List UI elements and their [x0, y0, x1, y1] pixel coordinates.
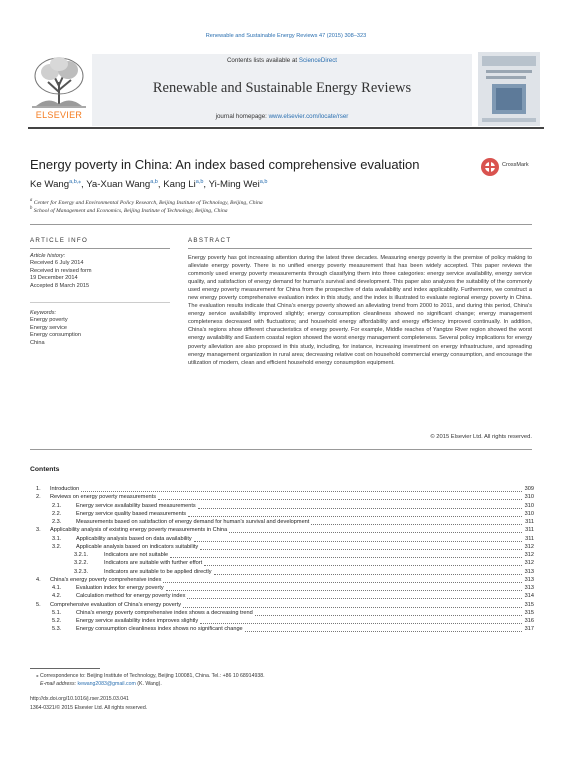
article-title: Energy poverty in China: An index based comprehensive evaluation	[30, 157, 420, 172]
crossmark-label[interactable]: CrossMark	[502, 162, 529, 168]
journal-homepage-line	[92, 113, 472, 120]
contents-available-prefix: Contents lists available at	[226, 57, 299, 64]
keyword: Energy service	[30, 324, 67, 331]
email-suffix: (K. Wang).	[135, 681, 162, 687]
author-affiliation-marker[interactable]: a,b	[259, 179, 268, 185]
author-affiliation-marker[interactable]: a,b,⁎	[69, 179, 82, 185]
abstract-heading: ABSTRACT	[188, 237, 232, 244]
toc-entry-label[interactable]: Energy service quality based measurements	[76, 510, 187, 517]
email-link[interactable]: kewang2083@gmail.com	[77, 681, 136, 687]
toc-leader-dots	[245, 631, 522, 632]
sciencedirect-link[interactable]: ScienceDirect	[298, 57, 338, 64]
toc-entry[interactable]	[30, 536, 534, 544]
footnote-divider	[30, 668, 100, 669]
toc-entry-page[interactable]: 317	[524, 626, 534, 633]
doi-link[interactable]: http://dx.doi.org/10.1016/j.rser.2015.03.041	[30, 696, 129, 702]
toc-entry-page[interactable]: 311	[525, 535, 534, 542]
toc-entry-label[interactable]: Energy service availability index improves slightly	[76, 618, 199, 624]
history-line: Accepted 8 March 2015	[30, 282, 90, 289]
affiliation-text: School of Management and Economics, Beijing Institute of Technology, Beijing, China	[33, 207, 228, 214]
author-list: Ke Wang$^{a,b,⁎}$, Ya-Xuan Wang$^{a,b}$, Kang Li$^{a,b}$, Yi-Ming Wei$^{a,b}$	[30, 179, 268, 191]
toc-entry-number: 3.2.	[52, 543, 62, 550]
toc-entry-label[interactable]: Applicability analysis based on data availability	[76, 535, 192, 542]
toc-entry[interactable]	[30, 577, 534, 585]
toc-entry-number: 5.3.	[52, 626, 62, 633]
toc-entry-label[interactable]: Reviews on energy poverty measurements	[50, 494, 157, 501]
toc-entry-number: 4.2.	[52, 593, 62, 600]
toc-leader-dots	[188, 516, 522, 517]
toc-entry-number: 1.	[36, 486, 41, 492]
toc-leader-dots	[183, 607, 522, 608]
title-divider	[30, 224, 532, 225]
journal-cover-thumbnail[interactable]	[478, 52, 540, 126]
toc-entry-number: 2.1.	[52, 502, 62, 509]
toc-entry-label[interactable]: Measurements based on satisfaction of energy demand for human's survival and development	[76, 519, 310, 525]
toc-entry-number: 5.1.	[52, 609, 62, 616]
toc-entry-page[interactable]: 311	[525, 519, 534, 525]
toc-entry[interactable]	[30, 569, 534, 577]
toc-entry-number: 4.1.	[52, 585, 62, 591]
toc-entry-number: 3.2.1.	[74, 552, 88, 558]
crossmark-icon[interactable]	[480, 157, 500, 177]
abstract-text: Energy poverty has got increasing attention during the latest three decades. Measuring energy poverty is the premise of policy making to alleviate energy poverty. There is no unified energy poverty measurement that has been widely accepted. This paper reviews the commonly used energy poverty measurements through classifying them into three categories: energy service availability, energy service quality, and satisfaction of energy demand for human's survival and development. This paper also analyzes the suitability of the commonly used energy poverty measurement for China from the prospective of data availability and index applicability. Furthermore, we construct a new energy poverty comprehensive evaluation index in this study, and the index is illustrated to evaluate regional energy poverty in China. The evaluation results indicate that China's energy poverty showed an alleviating trend from 2000 to 2011, and during this period, China's energy service availability improved slightly; energy consumption cleanliness showed no significant change; energy management completeness decreased with fluctuations; and household energy affordability and energy efficiency improved continually. In addition, China's regions show different characteristics of energy poverty. For example, Middle reaches of Yangtze River region showed the worst energy availability and Eastern coastal region showed the worst energy management completeness. Several policy implications for energy poverty alleviation are also proposed in this study, including, for instance, increasing investment on energy infrastructure, and spreading energy management organization in rural area; decreasing relative cost on household commercial energy consumption, and encourage the utilization of modern, clean and efficient household energy consumption equipment.	[188, 255, 532, 366]
keyword: China	[30, 339, 45, 346]
toc-leader-dots	[194, 541, 522, 542]
toc-entry-label[interactable]: Indicators are not suitable	[104, 552, 169, 558]
abstract-bottom-divider	[30, 449, 532, 450]
abstract-divider	[188, 248, 532, 249]
toc-entry[interactable]	[30, 527, 534, 535]
toc-entry[interactable]	[30, 626, 534, 634]
issn-line: 1364-0321/© 2015 Elsevier Ltd. All rights reserved.	[30, 705, 148, 711]
author-affiliation-marker[interactable]: a,b	[195, 179, 204, 185]
table-of-contents	[30, 486, 534, 635]
history-line: Received 6 July 2014	[30, 260, 84, 267]
toc-entry-number: 3.2.3.	[74, 568, 88, 575]
toc-entry-label[interactable]: Applicable analysis based on indicators suitability	[76, 543, 199, 550]
toc-entry-number: 3.1.	[52, 535, 62, 542]
article-info-heading: ARTICLE INFO	[30, 237, 89, 244]
toc-entry-number: 3.2.2.	[74, 560, 88, 567]
correspondence-footnote: ⁎ Correspondence to: Beijing Institute of Technology, Beijing 100081, China. Tel.: +86 10 68914938.	[36, 673, 265, 679]
toc-entry-number: 5.2.	[52, 618, 62, 624]
toc-entry-number: 2.2.	[52, 510, 62, 517]
author-affiliation-marker[interactable]: a,b	[150, 179, 158, 185]
author-name[interactable]: Ke Wang	[30, 179, 70, 191]
homepage-prefix: journal homepage:	[215, 113, 269, 120]
toc-entry-label[interactable]: Introduction	[50, 486, 80, 492]
header-divider	[28, 127, 544, 129]
keywords-divider	[30, 302, 170, 303]
toc-leader-dots	[170, 557, 522, 558]
author-name[interactable]: Kang Li	[163, 179, 196, 191]
toc-entry[interactable]	[30, 560, 534, 568]
article-history	[30, 253, 92, 290]
email-label: E-mail address:	[40, 681, 78, 687]
toc-entry-label[interactable]: Energy consumption cleanliness index shows no significant change	[76, 626, 243, 633]
toc-entry[interactable]	[30, 585, 534, 593]
toc-entry-page[interactable]: 310	[524, 494, 534, 501]
journal-reference[interactable]: Renewable and Sustainable Energy Reviews 47 (2015) 308–323	[205, 33, 367, 39]
keywords-block	[30, 310, 81, 347]
toc-entry[interactable]	[30, 544, 534, 552]
toc-entry-page[interactable]: 316	[524, 618, 534, 624]
toc-leader-dots	[229, 532, 522, 533]
affiliation	[30, 198, 263, 206]
article-info-divider	[30, 248, 170, 249]
toc-entry-label[interactable]: Comprehensive evaluation of China's energy poverty	[50, 601, 182, 608]
toc-entry-page[interactable]: 313	[524, 576, 534, 583]
toc-leader-dots	[81, 491, 522, 492]
history-line: Received in revised form	[30, 267, 92, 274]
toc-leader-dots	[200, 623, 522, 624]
toc-entry-label[interactable]: Energy service availability based measurements	[76, 502, 196, 509]
toc-entry-label[interactable]: China's energy poverty comprehensive index shows a decreasing trend	[76, 609, 253, 616]
toc-entry-label[interactable]: Calculation method for energy poverty index	[76, 593, 186, 600]
toc-entry-label[interactable]: Applicability analysis of existing energy poverty measurements in China	[50, 527, 228, 534]
toc-entry-page[interactable]: 313	[524, 585, 534, 591]
toc-entry[interactable]	[30, 486, 534, 494]
toc-entry[interactable]	[30, 618, 534, 626]
toc-entry-page[interactable]: 312	[524, 560, 534, 567]
toc-entry[interactable]	[30, 552, 534, 560]
author-name[interactable]: Yi-Ming Wei	[208, 179, 260, 191]
elsevier-tree-logo-icon	[28, 52, 90, 118]
toc-entry-page[interactable]: 310	[524, 502, 534, 509]
toc-entry-page[interactable]: 313	[524, 568, 534, 575]
toc-leader-dots	[163, 582, 522, 583]
affiliation-mark: b	[30, 206, 33, 211]
toc-entry[interactable]	[30, 602, 534, 610]
toc-entry[interactable]	[30, 519, 534, 527]
toc-entry-number: 2.	[36, 494, 41, 501]
toc-leader-dots	[198, 508, 522, 509]
toc-leader-dots	[255, 615, 522, 616]
toc-entry[interactable]	[30, 610, 534, 618]
toc-entry-label[interactable]: Indicators are suitable with further effort	[104, 560, 203, 567]
affiliation-text: Center for Energy and Environmental Policy Research, Beijing Institute of Technology, Beijing, China	[33, 199, 263, 206]
history-line: 19 December 2014	[30, 275, 78, 282]
toc-entry[interactable]	[30, 494, 534, 502]
toc-entry[interactable]	[30, 503, 534, 511]
affiliation-mark: a	[30, 198, 33, 203]
toc-entry-page[interactable]: 312	[524, 543, 534, 550]
contents-heading: Contents	[30, 466, 60, 473]
toc-leader-dots	[166, 590, 522, 591]
homepage-link[interactable]: www.elsevier.com/locate/rser	[268, 113, 349, 120]
journal-title: Renewable and Sustainable Energy Reviews	[152, 80, 412, 96]
toc-entry-number: 3.	[36, 527, 41, 534]
toc-entry-page[interactable]: 309	[524, 486, 534, 492]
toc-entry-label[interactable]: China's energy poverty comprehensive index	[50, 576, 162, 583]
toc-entry-page[interactable]: 310	[524, 510, 534, 517]
keywords-label: Keywords:	[30, 310, 57, 316]
toc-entry-page[interactable]: 311	[525, 527, 534, 534]
keyword: Energy consumption	[30, 332, 81, 339]
toc-leader-dots	[187, 598, 522, 599]
toc-leader-dots	[200, 549, 522, 550]
email-footnote	[40, 681, 162, 687]
toc-entry-label[interactable]: Indicators are suitable to be applied directly	[104, 568, 212, 575]
toc-entry-label[interactable]: Evaluation index for energy poverty	[76, 585, 164, 591]
affiliation	[30, 206, 228, 214]
author-name[interactable]: Ya-Xuan Wang	[86, 179, 151, 191]
toc-leader-dots	[214, 574, 522, 575]
toc-leader-dots	[311, 524, 522, 525]
toc-entry-page[interactable]: 312	[524, 552, 534, 558]
keyword: Energy poverty	[30, 317, 68, 324]
toc-entry-number: 4.	[36, 576, 41, 583]
history-label: Article history:	[30, 253, 66, 259]
toc-entry-page[interactable]: 314	[524, 593, 534, 600]
elsevier-logo-text: ELSEVIER	[35, 110, 83, 120]
toc-entry-page[interactable]: 315	[524, 609, 534, 616]
toc-entry-number: 2.3.	[52, 519, 62, 525]
toc-entry[interactable]	[30, 511, 534, 519]
contents-available-line	[92, 57, 472, 64]
toc-entry[interactable]	[30, 593, 534, 601]
toc-entry-page[interactable]: 315	[524, 601, 534, 608]
abstract-copyright: © 2015 Elsevier Ltd. All rights reserved.	[430, 434, 532, 440]
toc-entry-number: 5.	[36, 601, 41, 608]
toc-leader-dots	[158, 499, 522, 500]
toc-leader-dots	[204, 565, 522, 566]
